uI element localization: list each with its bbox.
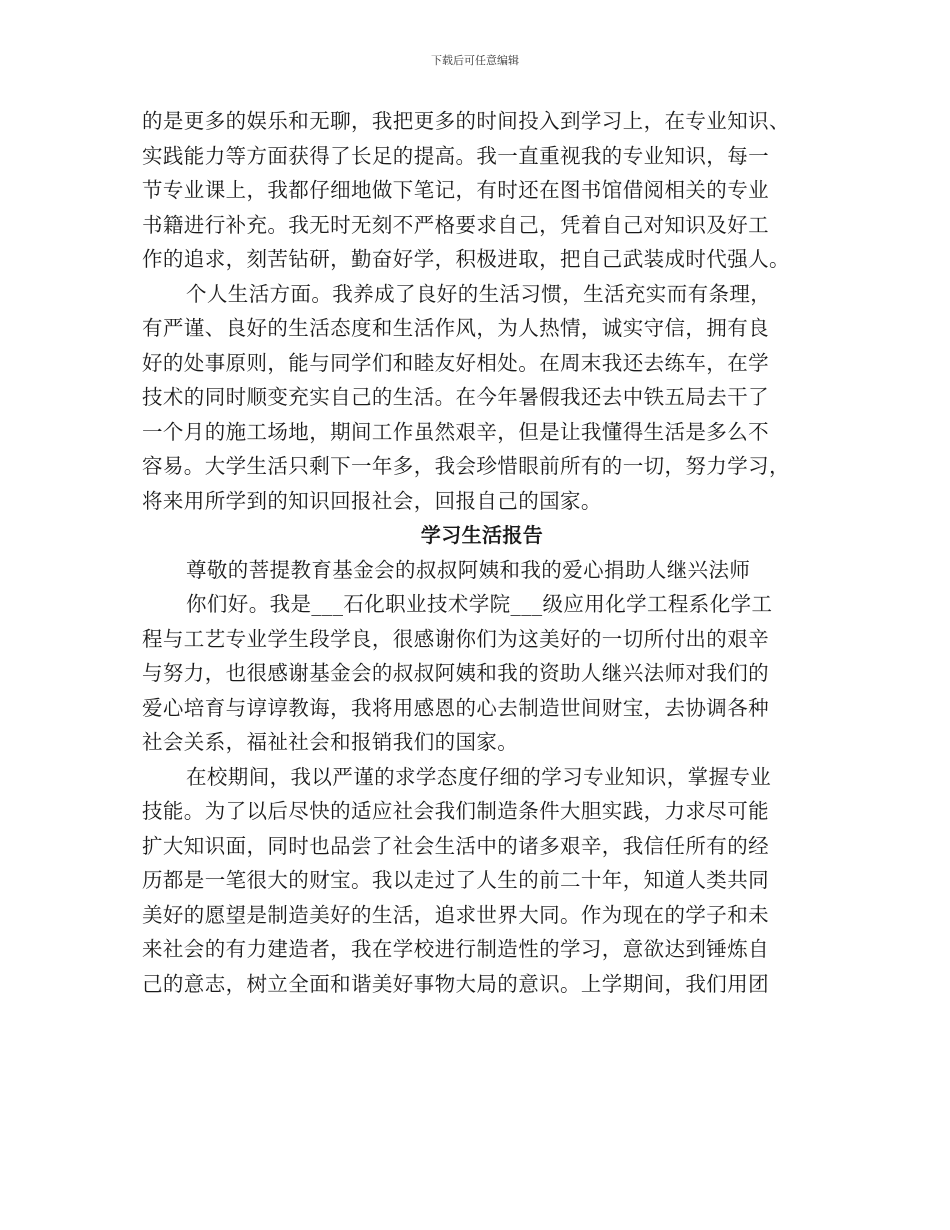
- paragraph-start-line: 在校期间，我以严谨的求学态度仔细的学习专业知识，掌握专业: [186, 764, 772, 789]
- body-line: 来社会的有力建造者，我在学校进行制造性的学习，意欲达到锤炼自: [142, 937, 769, 961]
- body-line: 己的意志，树立全面和谐美好事物大局的意识。上学期间，我们用团: [142, 971, 769, 996]
- body-line: 历都是一笔很大的财宝。我以走过了人生的前二十年，知道人类共同: [142, 868, 769, 892]
- body-line: 与努力，也很感谢基金会的叔叔阿姨和我的资助人继兴法师对我们的: [142, 661, 769, 685]
- body-line: 爱心培育与谆谆教诲，我将用感恩的心去制造世间财宝，去协调各种: [142, 695, 769, 720]
- body-line: 一个月的施工场地，期间工作虽然艰辛，但是让我懂得生活是多么不: [142, 419, 769, 444]
- body-line: 节专业课上，我都仔细地做下笔记，有时还在图书馆借阅相关的专业: [142, 178, 769, 202]
- body-line: 社会关系，福祉社会和报销我们的国家。: [142, 730, 519, 754]
- salutation-line: 尊敬的菩提教育基金会的叔叔阿姨和我的爱心捐助人继兴法师: [186, 557, 751, 582]
- body-line: 美好的愿望是制造美好的生活，追求世界大同。作为现在的学子和未: [142, 902, 769, 927]
- body-line: 有严谨、良好的生活态度和生活作风，为人热情，诚实守信，拥有良: [142, 316, 769, 340]
- body-line: 作的追求，刻苦钻研，勤奋好学，积极进取，把自己武装成时代强人。: [142, 247, 790, 271]
- body-line: 书籍进行补充。我无时无刻不严格要求自己，凭着自己对知识及好工: [142, 212, 769, 237]
- paragraph-start-line: 你们好。我是___石化职业技术学院___级应用化学工程系化学工: [186, 592, 773, 616]
- body-line: 好的处事原则，能与同学们和睦友好相处。在周末我还去练车，在学: [142, 350, 769, 375]
- body-line: 技术的同时顺变充实自己的生活。在今年暑假我还去中铁五局去干了: [142, 385, 769, 409]
- body-line: 程与工艺专业学生段学良，很感谢你们为这美好的一切所付出的艰辛: [142, 626, 769, 651]
- paragraph-start-line: 个人生活方面。我养成了良好的生活习惯，生活充实而有条理，: [186, 281, 772, 306]
- body-line: 技能。为了以后尽快的适应社会我们制造条件大胆实践，力求尽可能: [142, 799, 769, 823]
- body-line: 将来用所学到的知识回报社会，回报自己的国家。: [142, 488, 602, 513]
- body-line: 实践能力等方面获得了长足的提高。我一直重视我的专业知识，每一: [142, 143, 769, 168]
- body-line: 容易。大学生活只剩下一年多，我会珍惜眼前所有的一切，努力学习，: [142, 454, 790, 478]
- body-line: 扩大知识面，同时也品尝了社会生活中的诸多艰辛，我信任所有的经: [142, 833, 769, 858]
- body-line: 的是更多的娱乐和无聊，我把更多的时间投入到学习上，在专业知识、: [142, 109, 790, 133]
- document-body: [142, 104, 822, 1001]
- page-header: 下载后可任意编辑: [431, 54, 519, 67]
- section-title: 学习生活报告: [420, 523, 544, 547]
